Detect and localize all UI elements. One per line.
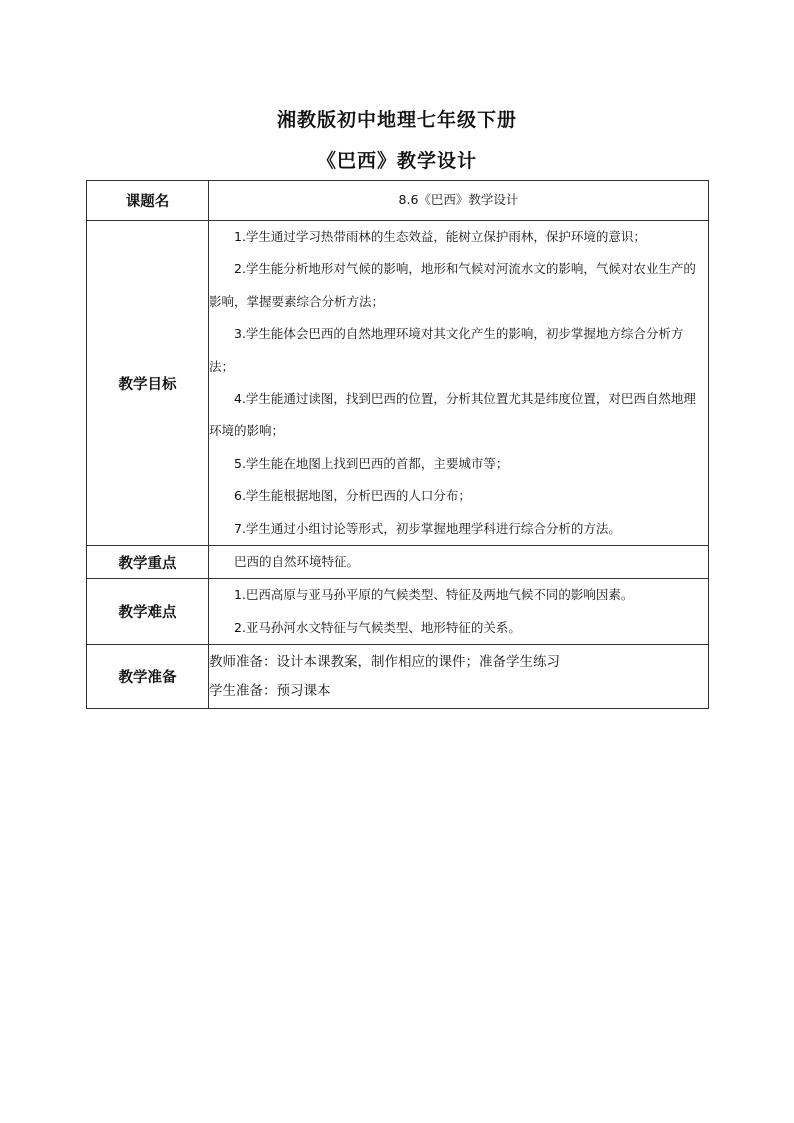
difficulty-item: 2.亚马孙河水文特征与气候类型、地形特征的关系。 bbox=[234, 619, 521, 635]
preparation-content bbox=[209, 645, 709, 709]
difficulty-item: 1.巴西高原与亚马孙平原的气候类型、特征及两地气候不同的影响因素。 bbox=[234, 587, 634, 603]
difficulties-label: 教学难点 bbox=[87, 579, 209, 645]
goal-item: 7.学生通过小组讨论等形式，初步掌握地理学科进行综合分析的方法。 bbox=[234, 520, 621, 536]
table-row-goals bbox=[87, 221, 709, 546]
goals-label: 教学目标 bbox=[87, 221, 209, 546]
goal-item: 6.学生能根据地图，分析巴西的人口分布； bbox=[234, 488, 471, 504]
key-points-label: 教学重点 bbox=[87, 546, 209, 579]
key-point-item: 巴西的自然环境特征。 bbox=[234, 554, 360, 570]
table-row-topic bbox=[87, 181, 709, 221]
key-points-content bbox=[209, 546, 709, 579]
preparation-label: 教学准备 bbox=[87, 645, 209, 709]
teacher-preparation: 教师准备：设计本课教案，制作相应的课件；准备学生练习 bbox=[209, 653, 560, 670]
student-preparation: 学生准备：预习课本 bbox=[209, 682, 331, 699]
topic-label: 课题名 bbox=[87, 181, 209, 221]
goal-item: 4.学生能通过读图，找到巴西的位置，分析其位置尤其是纬度位置，对巴西自然地理环境的影响； bbox=[209, 391, 696, 439]
goal-item: 2.学生能分析地形对气候的影响，地形和气候对河流水文的影响，气候对农业生产的影响，掌握要素综合分析方法； bbox=[209, 261, 696, 309]
topic-value: 8.6《巴西》教学设计 bbox=[209, 181, 709, 221]
table-row-difficulties bbox=[87, 579, 709, 645]
goals-content bbox=[209, 221, 709, 546]
table-row-key-points bbox=[87, 546, 709, 579]
lesson-plan-table bbox=[86, 180, 709, 709]
goal-item: 1.学生通过学习热带雨林的生态效益，能树立保护雨林，保护环境的意识； bbox=[234, 229, 646, 244]
table-row-preparation bbox=[87, 645, 709, 709]
goal-item: 5.学生能在地图上找到巴西的首都，主要城市等； bbox=[234, 455, 509, 471]
difficulties-content bbox=[209, 579, 709, 645]
document-title: 湘教版初中地理七年级下册 bbox=[276, 109, 517, 131]
goal-item: 3.学生能体会巴西的自然地理环境对其文化产生的影响，初步掌握地方综合分析方法； bbox=[209, 326, 684, 374]
document-subtitle: 《巴西》教学设计 bbox=[316, 150, 477, 172]
